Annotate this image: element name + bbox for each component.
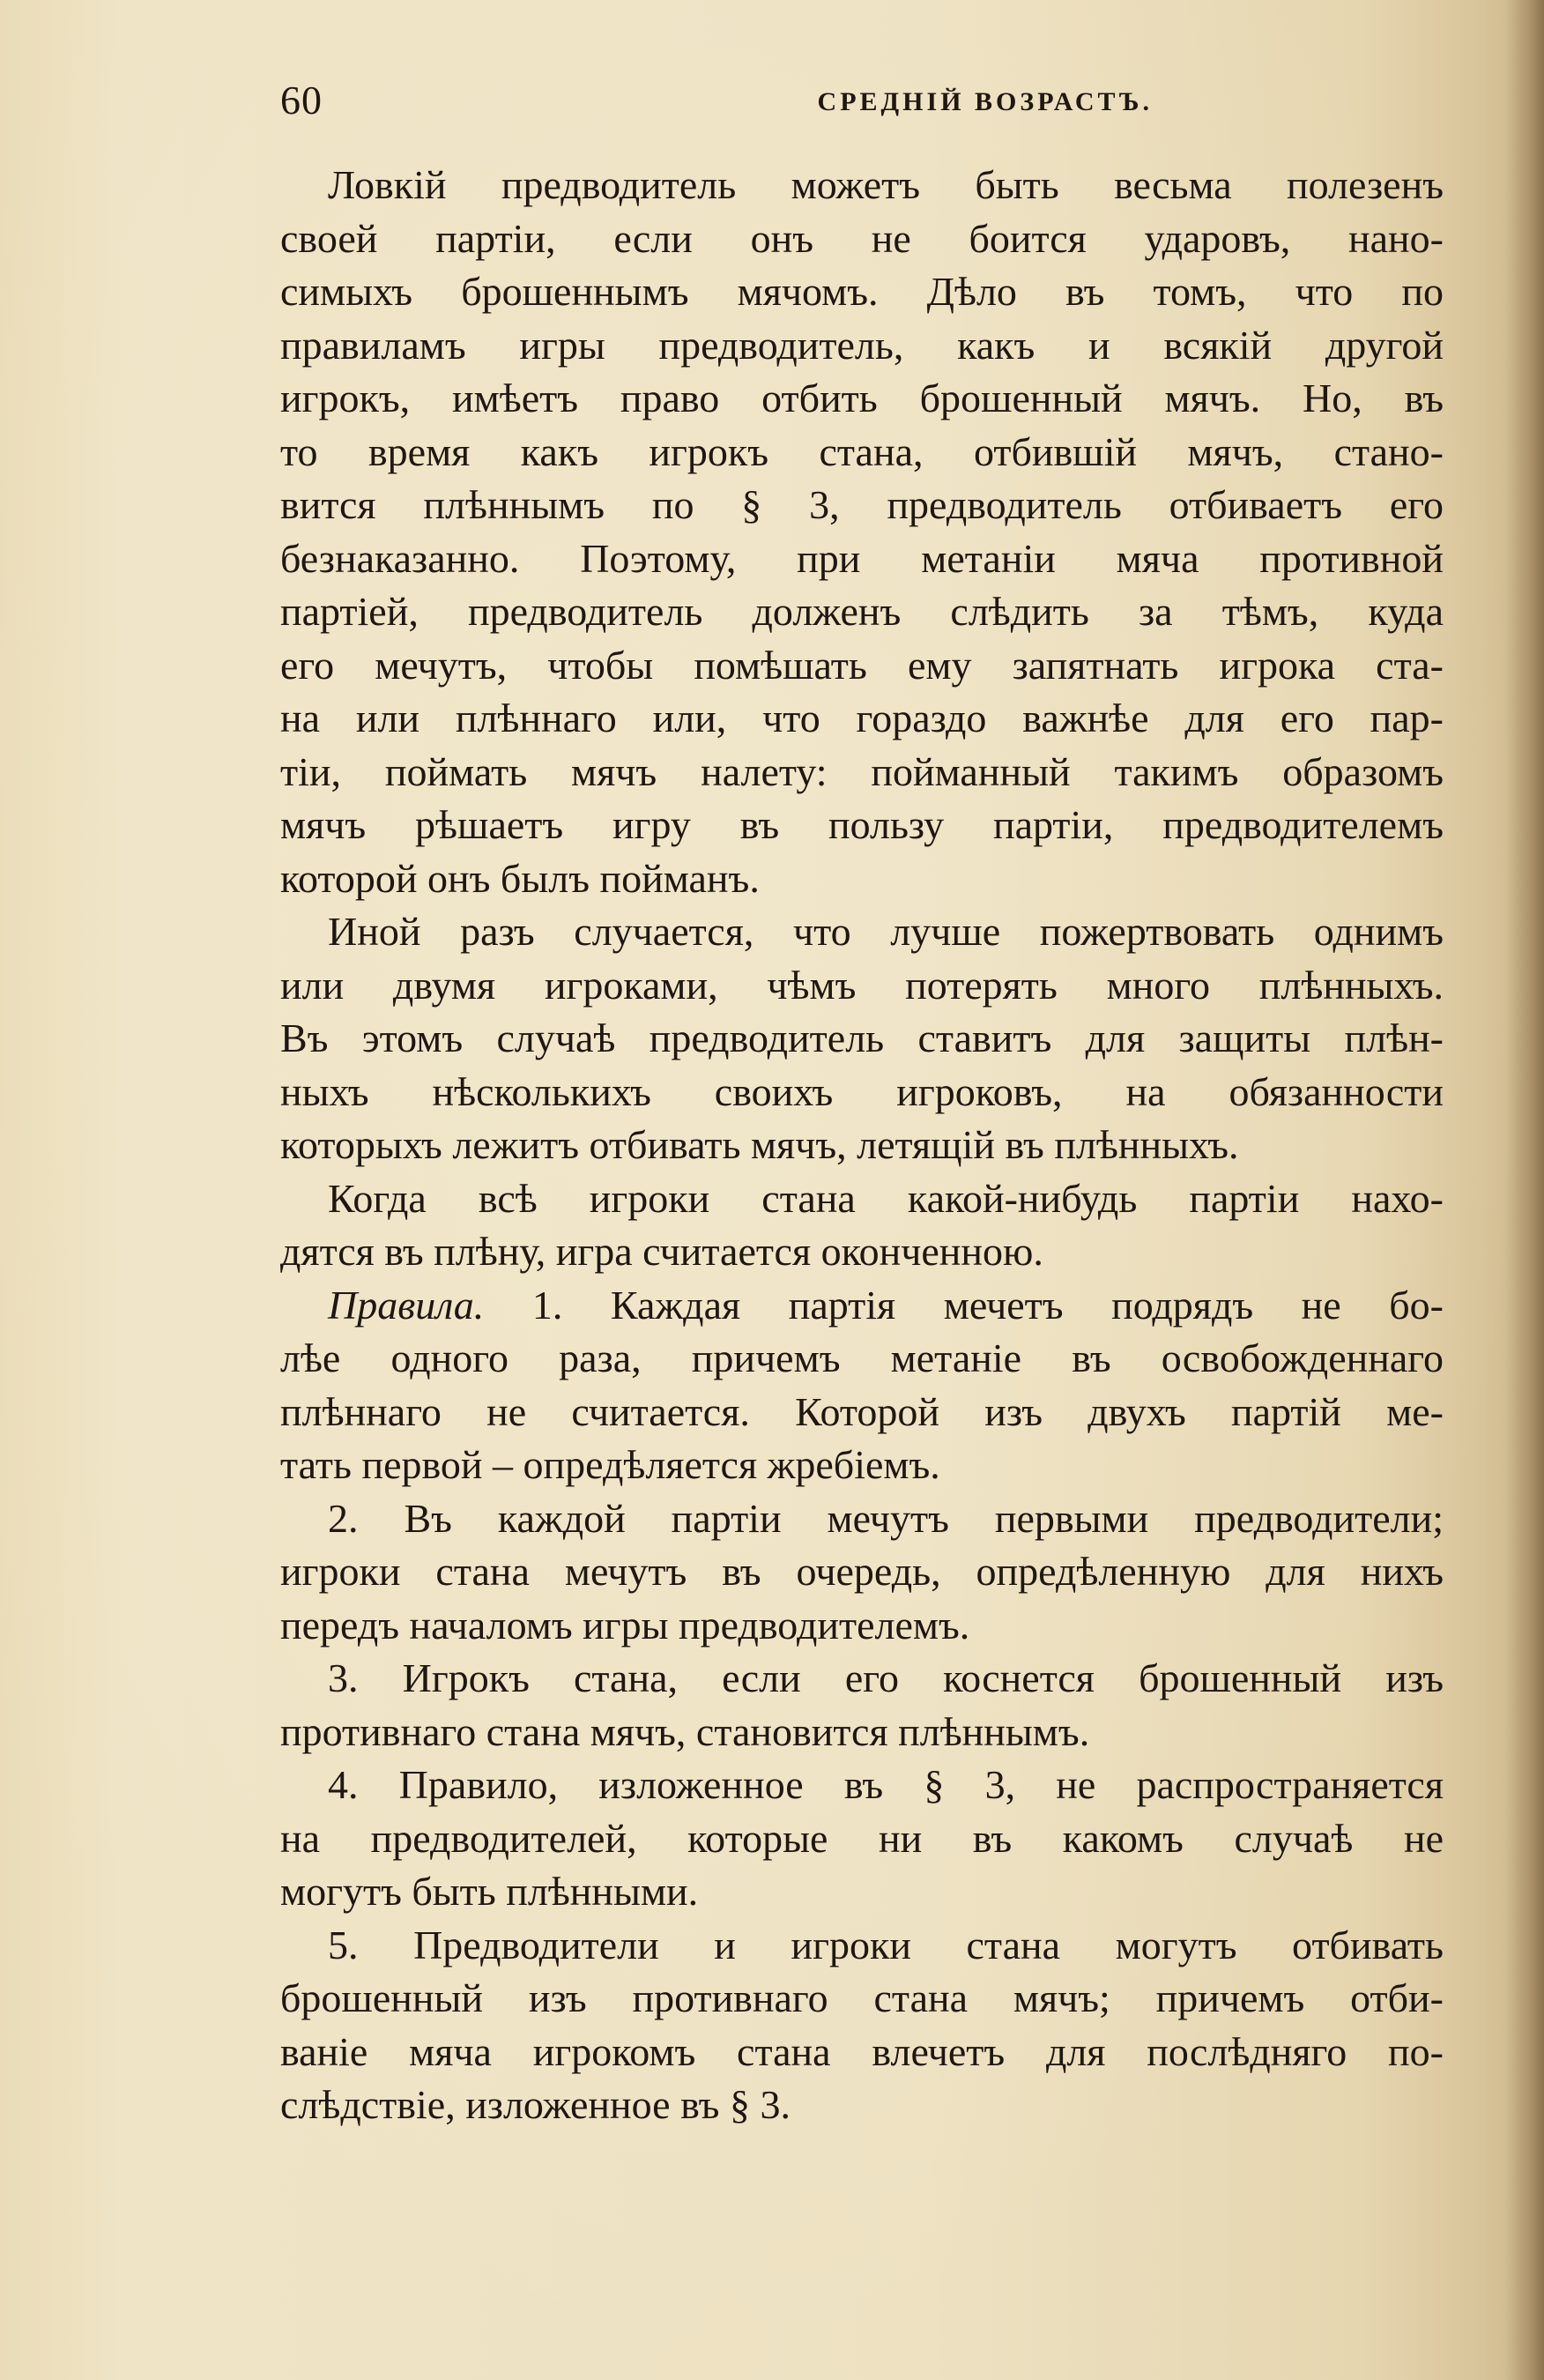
text-line: 5. Предводители и игроки стана могутъ отбивать [328,1922,1444,1967]
text-line: тіи, поймать мячъ налету: пойманный такимъ образомъ [280,748,1444,794]
paragraph-sacrifice [280,905,1444,1172]
text-line: своей партіи, если онъ не боится ударовъ, нано- [280,215,1444,261]
paragraph-leader-role [280,159,1444,905]
text-line: ваніе мяча игрокомъ стана влечетъ для послѣдняго по- [280,2028,1444,2074]
text-line: партіей, предводитель долженъ слѣдить за тѣмъ, куда [280,589,1444,634]
rules-heading: Правила. [328,1282,485,1328]
text-line: Когда всѣ игроки стана какой-нибудь партіи нахо- [328,1175,1444,1221]
text-line: на предводителей, которые ни въ какомъ случаѣ не [280,1815,1444,1861]
text-line: на или плѣннаго или, что гораздо важнѣе для его пар- [280,695,1444,740]
text-line: Иной разъ случается, что лучше пожертвовать однимъ [328,909,1444,954]
text-line: плѣннаго не считается. Которой изъ двухъ партій ме- [280,1388,1444,1434]
text-line: то время какъ игрокъ стана, отбившій мячъ, стано- [280,428,1444,474]
paragraph-rule-1 [280,1279,1444,1492]
text-line: Ловкій предводитель можетъ быть весьма полезенъ [328,162,1444,207]
text-line: вится плѣннымъ по § 3, предводитель отбиваетъ его [280,482,1444,527]
paragraph-game-end [280,1172,1444,1279]
text-line: 3. Игрокъ стана, если его коснется брошенный изъ [328,1655,1444,1700]
text-line: 2. Въ каждой партіи мечутъ первыми предводители; [328,1495,1444,1541]
text-line: тать первой – опредѣляется жребіемъ. [280,1442,940,1487]
text-line: Въ этомъ случаѣ предводитель ставитъ для защиты плѣн- [280,1015,1444,1060]
paragraph-rule-3 [280,1652,1444,1759]
text-line: мячъ рѣшаетъ игру въ пользу партіи, предводителемъ [280,802,1444,847]
text-line: брошенный изъ противнаго стана мячъ; причемъ отби- [280,1975,1444,2020]
text-line [280,1279,1444,1333]
paragraph-rule-4 [280,1759,1444,1919]
text-line: лѣе одного раза, причемъ метаніе въ освобожденнаго [280,1335,1444,1380]
text-line: противнаго стана мячъ, становится плѣннымъ. [280,1708,1090,1754]
text-line: могутъ быть плѣнными. [280,1869,699,1914]
text-line: игроки стана мечутъ въ очередь, опредѣленную для нихъ [280,1549,1444,1594]
body-text [280,159,1444,2132]
text-line: его мечутъ, чтобы помѣшать ему запятнать игрока ста- [280,642,1444,688]
text-line-rest: 1. Каждая партія мечетъ подрядъ не бо- [484,1282,1444,1328]
page-spine-shadow [1505,0,1544,2380]
text-line: которой онъ былъ пойманъ. [280,855,760,901]
running-head: СРЕДНІЙ ВОЗРАСТЪ. [817,87,1153,116]
page-number: 60 [280,78,323,123]
text-line: которыхъ лежитъ отбивать мячъ, летящій въ плѣнныхъ. [280,1122,1239,1167]
page-header [280,72,1444,129]
text-line: ныхъ нѣсколькихъ своихъ игроковъ, на обязанности [280,1068,1444,1114]
text-line: передъ началомъ игры предводителемъ. [280,1602,970,1647]
text-line: симыхъ брошеннымъ мячомъ. Дѣло въ томъ, что по [280,269,1444,314]
paragraph-rule-2 [280,1492,1444,1653]
text-line: дятся въ плѣну, игра считается оконченною. [280,1229,1043,1274]
text-line: слѣдствіе, изложенное въ § 3. [280,2082,791,2127]
text-line: безнаказанно. Поэтому, при метаніи мяча противной [280,535,1444,581]
text-line: правиламъ игры предводитель, какъ и всякій другой [280,322,1444,368]
text-line: игрокъ, имѣетъ право отбить брошенный мячъ. Но, въ [280,376,1444,420]
text-line: или двумя игроками, чѣмъ потерять много плѣнныхъ. [280,962,1444,1008]
paragraph-rule-5 [280,1919,1444,2132]
text-line: 4. Правило, изложенное въ § 3, не распространяется [328,1762,1444,1807]
